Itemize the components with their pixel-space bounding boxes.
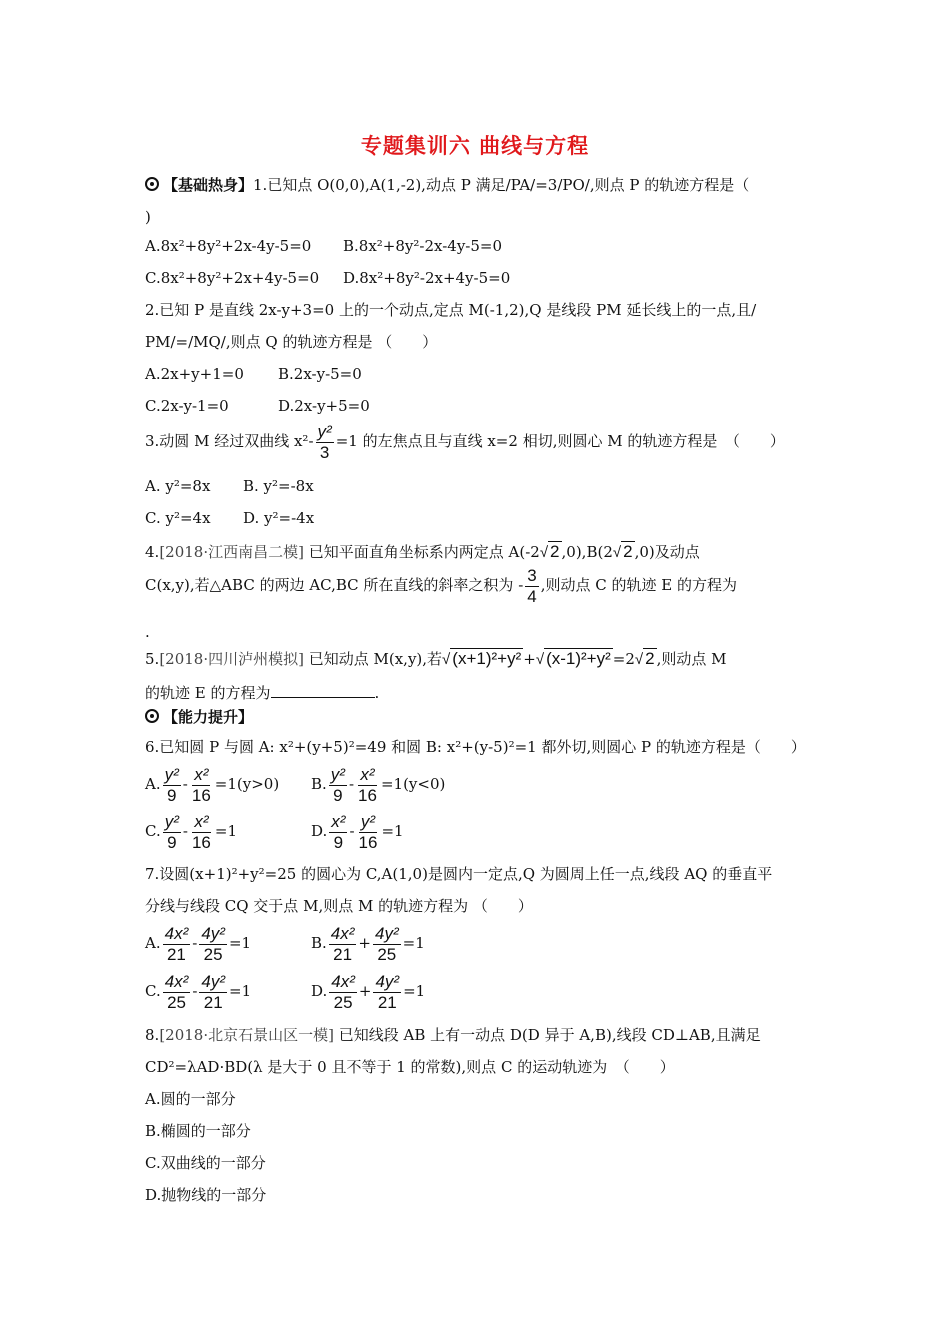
q1-option-c: C.8x²+8y²+2x+4y-5=0 bbox=[145, 269, 320, 287]
q8-option-c: C.双曲线的一部分 bbox=[145, 1154, 266, 1172]
q3-option-b: B. y²=-8x bbox=[243, 477, 314, 495]
opt-label: A. bbox=[145, 775, 161, 793]
q1-option-d: D.8x²+8y²-2x+4y-5=0 bbox=[343, 269, 511, 287]
frac bbox=[199, 972, 227, 1013]
q4-number: 4. bbox=[145, 543, 160, 561]
q6-stem: 6.已知圆 P 与圆 A: x²+(y+5)²=49 和圆 B: x²+(y-5)²=1 都外切,则圆心 P 的轨迹方程是（ ） bbox=[145, 738, 806, 756]
frac-den: 21 bbox=[333, 944, 353, 964]
frac-den: 21 bbox=[203, 992, 223, 1012]
q3-option-c: C. y²=4x bbox=[145, 509, 211, 527]
frac bbox=[329, 812, 347, 853]
sqrt-icon: √ bbox=[539, 544, 549, 561]
frac bbox=[329, 924, 357, 965]
frac-den: 25 bbox=[167, 992, 186, 1012]
q5-text-1: 已知动点 M(x,y),若 bbox=[303, 650, 443, 668]
op: - bbox=[192, 934, 198, 952]
q3-stem bbox=[145, 418, 785, 464]
frac-den: 16 bbox=[358, 785, 377, 805]
frac-den: 16 bbox=[191, 785, 211, 805]
frac-den: 9 bbox=[333, 785, 343, 805]
q4-stem-line1 bbox=[145, 541, 700, 563]
answer-blank[interactable] bbox=[271, 683, 375, 698]
q7-option-d bbox=[311, 968, 425, 1014]
tail: =1 bbox=[214, 822, 238, 840]
q4-frac-num: 3 bbox=[527, 565, 537, 585]
frac bbox=[163, 972, 191, 1013]
frac-num: x² bbox=[331, 811, 346, 831]
q8-option-a: A.圆的一部分 bbox=[145, 1090, 236, 1108]
frac-den: 16 bbox=[191, 832, 211, 852]
frac bbox=[190, 765, 213, 806]
frac bbox=[356, 765, 379, 806]
opt-label: B. bbox=[311, 775, 327, 793]
section-advanced: 【能力提升】 bbox=[163, 708, 254, 726]
q1-stem-line1: 1.已知点 O(0,0),A(1,-2),动点 P 满足/PA/=3/PO/,则点 P 的轨迹方程是（ bbox=[253, 176, 750, 194]
opt-label: C. bbox=[145, 822, 161, 840]
frac-num: 4y² bbox=[375, 923, 399, 943]
frac-den: 16 bbox=[358, 832, 378, 852]
frac-den: 25 bbox=[203, 944, 223, 964]
tail: =1 bbox=[403, 982, 426, 1000]
op: - bbox=[349, 822, 355, 840]
sqrt-icon: √ bbox=[535, 651, 545, 668]
q5-eq: =2 bbox=[612, 650, 635, 668]
frac bbox=[329, 765, 347, 806]
q4-text-4: C(x,y),若△ABC 的两边 AC,BC 所在直线的斜率之积为 - bbox=[145, 576, 524, 594]
frac-num: y² bbox=[164, 811, 179, 831]
q2-option-a: A.2x+y+1=0 bbox=[145, 365, 244, 383]
q6-option-d bbox=[311, 808, 404, 854]
q4-fraction bbox=[525, 566, 538, 607]
op: - bbox=[348, 775, 355, 793]
q4-frac-den: 4 bbox=[527, 586, 537, 606]
q4-text-1: 已知平面直角坐标系内两定点 A(-2 bbox=[303, 543, 540, 561]
q8-stem-line1 bbox=[145, 1025, 761, 1045]
q8-option-b: B.椭圆的一部分 bbox=[145, 1122, 251, 1140]
op: + bbox=[358, 934, 371, 952]
q8-text-1: 已知线段 AB 上有一动点 D(D 异于 A,B),线段 CD⊥AB,且满足 bbox=[333, 1026, 761, 1044]
q5-number: 5. bbox=[145, 650, 160, 668]
q4-text-2: ,0),B(2 bbox=[561, 543, 613, 561]
q8-number: 8. bbox=[145, 1026, 160, 1044]
q1-option-b: B.8x²+8y²-2x-4y-5=0 bbox=[343, 237, 503, 255]
q5-radicand-1: (x+1)²+y² bbox=[452, 649, 522, 668]
q5-sqrt-c: 2 bbox=[645, 649, 655, 668]
q7-option-a bbox=[145, 920, 251, 966]
section-bullet-icon bbox=[145, 177, 159, 191]
opt-label: C. bbox=[145, 982, 161, 1000]
frac bbox=[329, 972, 357, 1013]
q4-stem-line3: . bbox=[145, 623, 150, 641]
tail: =1 bbox=[229, 982, 252, 1000]
frac-den: 25 bbox=[333, 992, 353, 1012]
tail: =1 bbox=[228, 934, 252, 952]
frac-num: y² bbox=[330, 764, 345, 784]
section-advanced-heading bbox=[145, 707, 253, 727]
frac-den: 9 bbox=[167, 832, 177, 852]
q7-option-b bbox=[311, 920, 425, 966]
q2-stem-line2: PM/=/MQ/,则点 Q 的轨迹方程是 （ ） bbox=[145, 333, 438, 351]
opt-label: D. bbox=[311, 982, 328, 1000]
q5-stem-line1 bbox=[145, 648, 727, 670]
q3-frac-den: 3 bbox=[319, 442, 330, 462]
tail: =1 bbox=[402, 934, 425, 952]
section-basic: 【基础热身】 bbox=[163, 176, 254, 194]
opt-label: D. bbox=[311, 822, 328, 840]
frac bbox=[163, 765, 181, 806]
frac bbox=[199, 924, 227, 965]
frac-num: x² bbox=[194, 764, 209, 784]
sqrt-icon: √ bbox=[442, 651, 451, 668]
q4-text-3: ,0)及动点 bbox=[634, 543, 700, 561]
frac-den: 21 bbox=[377, 992, 397, 1012]
q4-sqrt-a: 2 bbox=[550, 542, 560, 561]
q3-fraction bbox=[316, 422, 334, 463]
q5-text-4: . bbox=[374, 684, 380, 702]
sqrt-icon: √ bbox=[612, 544, 622, 561]
sqrt-icon: √ bbox=[634, 651, 644, 668]
q7-stem-line2: 分线与线段 CQ 交于点 M,则点 M 的轨迹方程为 （ ） bbox=[145, 897, 533, 915]
frac bbox=[190, 812, 213, 853]
frac-num: x² bbox=[360, 764, 375, 784]
q4-sqrt-b: 2 bbox=[623, 542, 633, 561]
op: - bbox=[182, 775, 188, 793]
q6-option-c bbox=[145, 808, 237, 854]
frac-den: 25 bbox=[377, 944, 397, 964]
q7-option-c bbox=[145, 968, 251, 1014]
question-1-stem bbox=[145, 175, 749, 195]
frac-num: y² bbox=[164, 764, 179, 784]
tail: =1 bbox=[381, 822, 404, 840]
frac-num: 4y² bbox=[375, 971, 400, 991]
frac bbox=[357, 812, 380, 853]
frac-num: 4x² bbox=[330, 923, 355, 943]
page-title: 专题集训六 曲线与方程 bbox=[360, 134, 590, 158]
q1-option-a: A.8x²+8y²+2x-4y-5=0 bbox=[145, 237, 312, 255]
frac bbox=[163, 812, 181, 853]
q5-text-2: ,则动点 M bbox=[656, 650, 727, 668]
frac-num: 4x² bbox=[164, 971, 189, 991]
q5-plus: + bbox=[523, 650, 536, 668]
q8-option-d: D.抛物线的一部分 bbox=[145, 1186, 267, 1204]
q6-option-b bbox=[311, 761, 445, 807]
q6-option-a bbox=[145, 761, 279, 807]
q2-stem-line1: 2.已知 P 是直线 2x-y+3=0 上的一个动点,定点 M(-1,2),Q 是线段 PM 延长线上的一点,且/ bbox=[145, 301, 757, 319]
q3-option-a: A. y²=8x bbox=[145, 477, 211, 495]
q3-option-d: D. y²=-4x bbox=[243, 509, 315, 527]
frac-den: 9 bbox=[333, 832, 344, 852]
q8-stem-line2: CD²=λAD·BD(λ 是大于 0 且不等于 1 的常数),则点 C 的运动轨迹为 （ ） bbox=[145, 1058, 675, 1076]
q5-text-3: 的轨迹 E 的方程为 bbox=[145, 684, 271, 702]
tail: =1(y<0) bbox=[380, 775, 446, 793]
frac-num: y² bbox=[360, 811, 376, 831]
q1-stem-line2: ) bbox=[145, 208, 151, 226]
section-bullet-icon bbox=[145, 709, 159, 723]
frac-num: 4y² bbox=[201, 971, 226, 991]
q3-stem-pre: 3.动圆 M 经过双曲线 x²- bbox=[145, 432, 314, 450]
tail: =1(y>0) bbox=[214, 775, 280, 793]
frac-den: 9 bbox=[166, 785, 177, 805]
frac-num: 4x² bbox=[164, 923, 189, 943]
q3-frac-num: y² bbox=[317, 421, 332, 441]
q2-option-c: C.2x-y-1=0 bbox=[145, 397, 229, 415]
op: + bbox=[358, 982, 372, 1000]
frac-num: x² bbox=[194, 811, 209, 831]
q3-stem-post: =1 的左焦点且与直线 x=2 相切,则圆心 M 的轨迹方程是 （ ） bbox=[335, 432, 785, 450]
frac-num: 4x² bbox=[331, 971, 355, 991]
opt-label: A. bbox=[145, 934, 161, 952]
q5-radicand-2: (x-1)²+y² bbox=[546, 649, 611, 668]
frac bbox=[373, 972, 401, 1013]
q7-stem-line1: 7.设圆(x+1)²+y²=25 的圆心为 C,A(1,0)是圆内一定点,Q 为圆周上任一点,线段 AQ 的垂直平 bbox=[145, 865, 773, 883]
q8-source: [2018·北京石景山区一模] bbox=[159, 1026, 334, 1044]
opt-label: B. bbox=[311, 934, 327, 952]
op: - bbox=[192, 982, 198, 1000]
q5-stem-line2 bbox=[145, 683, 379, 703]
q4-stem-line2 bbox=[145, 562, 737, 608]
frac bbox=[163, 924, 191, 965]
q2-option-b: B.2x-y-5=0 bbox=[278, 365, 362, 383]
q2-option-d: D.2x-y+5=0 bbox=[278, 397, 370, 415]
frac bbox=[373, 924, 401, 965]
frac-den: 21 bbox=[166, 944, 186, 964]
q4-text-5: ,则动点 C 的轨迹 E 的方程为 bbox=[540, 576, 738, 594]
frac-num: 4y² bbox=[201, 923, 225, 943]
q5-source: [2018·四川泸州模拟] bbox=[159, 650, 304, 668]
q4-source: [2018·江西南昌二模] bbox=[159, 543, 304, 561]
op: - bbox=[182, 822, 188, 840]
